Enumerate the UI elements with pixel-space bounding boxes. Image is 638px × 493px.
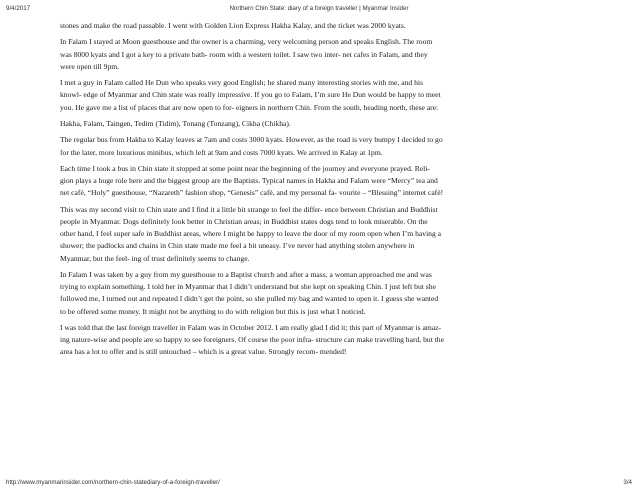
page-header [6, 5, 632, 15]
paragraph-baptist-church: In Falam I was taken by a guy from my guesthouse to a Baptist church and after a mass, a woman approached me and was trying to explain something. I told her in Myanmar that I didn’t understand but she kept on speaking Chin. I just left but she followed me, I turned out and repeated I didn’t get the point, so she pulled my bag and wanted to open it. I guess she wanted to be offered some money. It might not be anything to do with religion but this is just what I noticed. [60, 269, 439, 316]
paragraph-he-dun: I met a guy in Falam called He Dun who speaks very good English; he shared many interesting stories with me, and his knowl- edge of Myanmar and Chin state was really impressive. If you go to Falam, I’m sure He Dun would be happy to meet you. He gave me a list of places that are now open to for- eigners in northern Chin. From the south, heading north, these are: [60, 78, 441, 112]
paragraph-bus-kalay: The regular bus from Hakha to Kalay leaves at 7am and costs 3000 kyats. However, as the road is very bumpy I decided to go for the later, more luxurious minibus, which left at 9am and costs 7000 kyats. We arrived in Kalay at 1pm. [60, 135, 443, 157]
page-number: 3/4 [623, 479, 632, 486]
print-date: 9/4/2017 [6, 5, 31, 12]
page-url[interactable]: http://www.myanmarinsider.com/northern-chin-statediary-of-a-foreign-traveller/ [6, 479, 220, 486]
paragraph-falam-guesthouse: In Falam I stayed at Moon guesthouse and the owner is a charming, very welcoming person and speaks English. The room was 8000 kyats and I got a key to a private bath- room with a western toilet. I saw two inter- net cafes in Falam, and they were open till 9pm. [60, 37, 433, 71]
paragraph-religion: Each time I took a bus in Chin state it stopped at some point near the beginning of the journey and everyone prayed. Reli- gion plays a huge role here and the biggest group are the Baptists. Typical names in Hakha and Falam were “Mercy” tea and net café, “Holy” guesthouse, “Nazareth” fashion shop, “Genesis” café, and my personal fa- vourite – “Blessing” internet café! [60, 163, 444, 198]
paragraph-last-traveller: I was told that the last foreign traveller in Falam was in October 2012. I am really glad I did it; this part of Myanmar is amaz- ing nature-wise and people are so happy to see foreigners. Of course the poor infra- structure can make travelling hard, but the area has a lot to offer and is still untouched – which is a great value. Strongly recom- mended! [60, 322, 444, 357]
page-footer [6, 479, 632, 489]
paragraph-open-places: Hakha, Falam, Taingen, Tedim (Tidim), Tonang (Tonzang), Cikha (Chikha). [60, 118, 291, 128]
article-body [60, 20, 444, 363]
paragraph-bus-ticket: stones and make the road passable. I went with Golden Lion Express Hakha Kalay, and the ticket was 2000 kyats. [60, 21, 406, 30]
page-title: Northern Chin State: diary of a foreign traveller | Myanmar Insider [229, 5, 409, 12]
paragraph-second-visit: This was my second visit to Chin state and I find it a little bit strange to feel the differ- ence between Christian and Buddhist people in Myanmar. Dogs definitely look better in Christian areas; in Buddhist states dogs tend to look miserable. On the other hand, I feel super safe in Buddhist areas, where I might be happy to leave the door of my room open when I’m having a shower; the padlocks and chains in Chin state made me feel a bit uneasy. I’ve never had anything stolen anywhere in Myanmar, but the feel- ing of trust definitely seems to change. [60, 204, 442, 263]
